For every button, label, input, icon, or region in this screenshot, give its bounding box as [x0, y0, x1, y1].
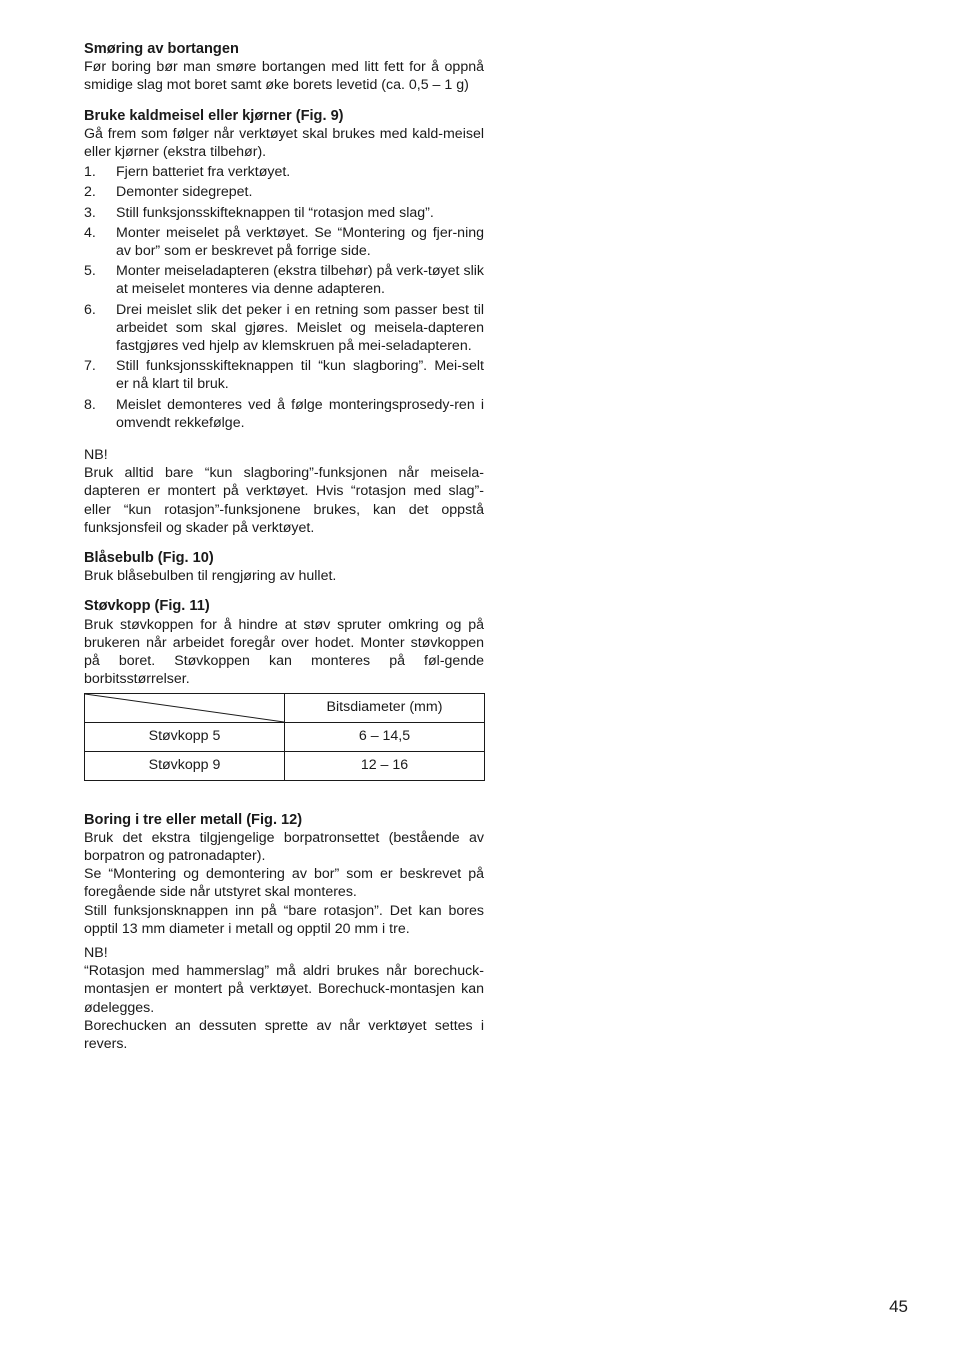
- step-number: 1.: [84, 164, 96, 181]
- paragraph: Se “Montering og demontering av bor” som er beskrevet på foregående side når utstyret skal monteres.: [84, 866, 484, 901]
- step-text: Monter meiselet på verktøyet. Se “Montering og fjer-ning av bor” som er beskrevet på forrige side.: [116, 224, 484, 260]
- section-chisel: [84, 107, 484, 537]
- table-cell-value: 6 – 14,5: [285, 722, 485, 751]
- list-item: [84, 183, 484, 201]
- table-row: [85, 722, 485, 751]
- step-number: 8.: [84, 396, 96, 413]
- list-item: [84, 357, 484, 393]
- table-cell-name: Støvkopp 5: [85, 722, 285, 751]
- step-text: Demonter sidegrepet.: [116, 184, 253, 201]
- step-number: 4.: [84, 224, 96, 241]
- table-header-row: [85, 693, 485, 722]
- step-number: 7.: [84, 358, 96, 375]
- list-item: [84, 163, 484, 181]
- section-wood-metal: [84, 811, 484, 1054]
- list-item: [84, 396, 484, 432]
- section-heading: Bruke kaldmeisel eller kjørner (Fig. 9): [84, 107, 344, 124]
- step-text: Still funksjonsskifteknappen til “kun slagboring”. Mei-selt er nå klart til bruk.: [116, 358, 484, 393]
- note-label: NB!: [84, 447, 108, 464]
- table-cell-name: Støvkopp 9: [85, 751, 285, 780]
- step-number: 5.: [84, 263, 96, 280]
- section-heading: Boring i tre eller metall (Fig. 12): [84, 811, 303, 828]
- note-text: “Rotasjon med hammerslag” må aldri brukes når borechuck-montasjen er montert på verktøyet. Borechuck-montasjen kan ødelegges.: [84, 963, 484, 1016]
- diagonal-line: [85, 694, 284, 722]
- list-item: [84, 301, 484, 356]
- step-text: Monter meiseladapteren (ekstra tilbehør) på verk-tøyet slik at meiselet monteres via denne adapteren.: [116, 263, 484, 298]
- page-number: 45: [889, 1297, 908, 1316]
- paragraph: Still funksjonsknappen inn på “bare rotasjon”. Det kan bores opptil 13 mm diameter i metall og opptil 20 mm i tre.: [84, 902, 484, 937]
- step-text: Meislet demonteres ved å følge monteringsprosedy-ren i omvendt rekkefølge.: [116, 396, 484, 431]
- paragraph: Bruk det ekstra tilgjengelige borpatronsettet (bestående av borpatron og patronadapter).: [84, 829, 484, 864]
- left-column: [84, 40, 484, 1065]
- table-cell-value: 12 – 16: [285, 751, 485, 780]
- step-number: 6.: [84, 301, 96, 318]
- list-item: [84, 262, 484, 298]
- steps-list: [84, 163, 484, 432]
- bit-size-table: [84, 693, 485, 781]
- paragraph: Bruk blåsebulben til rengjøring av hullet.: [84, 568, 337, 585]
- section-heading: Blåsebulb (Fig. 10): [84, 550, 214, 567]
- column-header: Bitsdiameter (mm): [285, 693, 485, 722]
- table-row: [85, 751, 485, 780]
- section-blower: [84, 549, 484, 585]
- list-item: [84, 204, 484, 222]
- list-item: [84, 224, 484, 260]
- section-dust-cup: [84, 597, 484, 780]
- section-lubrication: [84, 40, 484, 95]
- step-number: 2.: [84, 184, 96, 201]
- step-text: Fjern batteriet fra verktøyet.: [116, 164, 291, 181]
- paragraph: Gå frem som følger når verktøyet skal brukes med kald-meisel eller kjørner (ekstra tilbehør).: [84, 125, 484, 161]
- note-text: Borechucken an dessuten sprette av når verktøyet settes i revers.: [84, 1017, 484, 1052]
- step-text: Still funksjonsskifteknappen til “rotasjon med slag”.: [116, 204, 434, 221]
- section-heading: Smøring av bortangen: [84, 41, 239, 57]
- note-label: NB!: [84, 944, 108, 961]
- section-heading: Støvkopp (Fig. 11): [84, 598, 210, 615]
- paragraph: Bruk støvkoppen for å hindre at støv spruter omkring og på brukeren når arbeidet foregår over hodet. Monter støvkoppen på boret. Støvkoppen kan monteres på føl-gende borbitsstørrelser.: [84, 616, 484, 688]
- step-number: 3.: [84, 204, 96, 221]
- note-text: Bruk alltid bare “kun slagboring”-funksjonen når meisela-dapteren er montert på verktøyet. Hvis “rotasjon med slag”- eller “kun rotasjon”-funksjonene brukes, kan det oppstå funksjonsfeil og skader på verktøyet.: [84, 465, 484, 536]
- step-text: Drei meislet slik det peker i en retning som passer best til arbeidet som skal gjøres. Meislet og meisela-dapteren fastgjøres ved hjelp av klemskruen på mei-seladapteren.: [116, 301, 484, 355]
- diagonal-header-cell: [85, 693, 285, 722]
- paragraph: Før boring bør man smøre bortangen med litt fett for å oppnå smidige slag mot boret samt øke borets levetid (ca. 0,5 – 1 g): [84, 59, 484, 94]
